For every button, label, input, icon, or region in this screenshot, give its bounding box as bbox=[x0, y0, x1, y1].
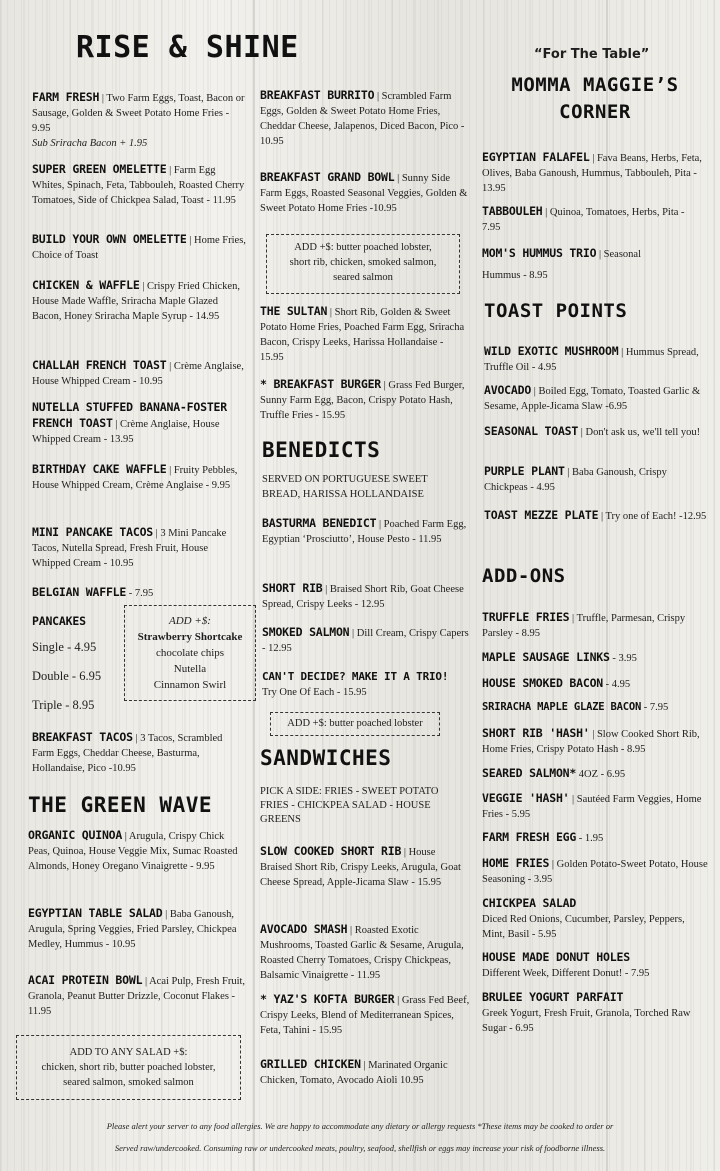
benedicts-note: SERVED ON PORTUGUESE SWEET BREAD, HARISSA HOLLANDAISE bbox=[262, 474, 428, 500]
menu-item-toast-mezze-plate: TOAST MEZZE PLATE | Try one of Each! -12.95 bbox=[484, 508, 707, 522]
menu-item-slow-cooked-short-rib: SLOW COOKED SHORT RIB | House Braised Short Rib, Crispy Leeks, Arugula, Goat Cheese Spread, Apple-Jicama Slaw - 15.95 bbox=[260, 844, 461, 888]
addon-seared-salmon: SEARED SALMON* 4OZ - 6.95 bbox=[482, 766, 626, 780]
menu-item-avocado-smash: AVOCADO SMASH | Roasted Exotic Mushrooms, Toasted Garlic & Sesame, Arugula, Roasted Cherry Tomatoes, Crispy Chickpeas, Balsamic Vinaigrette - 11.95 bbox=[260, 922, 464, 981]
menu-item-pancakes: PANCAKES Single - 4.95 Double - 6.95 Triple - 8.95 bbox=[32, 614, 122, 720]
sandwiches-note: PICK A SIDE: FRIES - SWEET POTATO FRIES - CHICKPEA SALAD - HOUSE GREENS bbox=[260, 786, 439, 825]
section-title-benedicts: BENEDICTS bbox=[262, 438, 381, 462]
salad-addons-box: ADD TO ANY SALAD +$: chicken, short rib, butter poached lobster, seared salmon, smoked salmon bbox=[16, 1035, 241, 1100]
menu-item-breakfast-burrito: BREAKFAST BURRITO | Scrambled Farm Eggs, Golden & Sweet Potato Home Fries, Cheddar Cheese, Jalapenos, Diced Bacon, Pico - 10.95 bbox=[260, 88, 465, 147]
menu-item-breakfast-tacos: BREAKFAST TACOS | 3 Tacos, Scrambled Farm Eggs, Cheddar Cheese, Basturma, Hollandaise, Pico -10.95 bbox=[32, 730, 223, 774]
menu-item-chicken-waffle: CHICKEN & WAFFLE | Crispy Fried Chicken, House Made Waffle, Sriracha Maple Glazed Bacon, Honey Sriracha Maple Syrup - 14.95 bbox=[32, 278, 240, 322]
menu-item-challah-french-toast: CHALLAH FRENCH TOAST | Crème Anglaise, House Whipped Cream - 10.95 bbox=[32, 358, 244, 387]
addon-home-fries: HOME FRIES | Golden Potato-Sweet Potato, House Seasoning - 3.95 bbox=[482, 856, 708, 885]
menu-item-breakfast-burger: * BREAKFAST BURGER | Grass Fed Burger, Sunny Farm Egg, Bacon, Crispy Potato Hash, Truffle Fries - 15.95 bbox=[260, 377, 465, 421]
addon-brulee-yogurt-parfait: BRULEE YOGURT PARFAIT Greek Yogurt, Fresh Fruit, Granola, Torched Raw Sugar - 6.95 bbox=[482, 990, 691, 1034]
addon-truffle-fries: TRUFFLE FRIES | Truffle, Parmesan, Crispy Parsley - 8.95 bbox=[482, 610, 686, 639]
section-title-momma-maggies: MOMMA MAGGIE’S CORNER bbox=[511, 74, 679, 123]
benedict-addon-box: ADD +$: butter poached lobster bbox=[270, 712, 440, 736]
addon-short-rib-hash: SHORT RIB 'HASH' | Slow Cooked Short Rib, Home Fries, Crispy Potato Hash - 8.95 bbox=[482, 726, 700, 755]
menu-item-benedict-trio: CAN'T DECIDE? MAKE IT A TRIO! Try One Of Each - 15.95 bbox=[262, 670, 449, 698]
section-title-add-ons: ADD-ONS bbox=[482, 565, 566, 587]
menu-item-moms-hummus-trio: MOM'S HUMMUS TRIO | Seasonal Hummus - 8.95 bbox=[482, 246, 641, 281]
menu-item-the-sultan: THE SULTAN | Short Rib, Golden & Sweet Potato Home Fries, Poached Farm Egg, Sriracha Bacon, Crispy Leeks, Harissa Hollandaise - 15.95 bbox=[260, 304, 465, 363]
menu-item-organic-quinoa: ORGANIC QUINOA | Arugula, Crispy Chick Peas, Quinoa, House Veggie Mix, Sumac Roasted Almonds, Honey Oregano Vinaigrette - 9.95 bbox=[28, 828, 238, 872]
menu-item-super-green-omelette: SUPER GREEN OMELETTE | Farm Egg Whites, Spinach, Feta, Tabbouleh, Roasted Cherry Tomatoes, Side of Chickpea Salad, Toast - 11.95 bbox=[32, 162, 245, 206]
bowl-addons-box: ADD +$: butter poached lobster, short rib, chicken, smoked salmon, seared salmon bbox=[266, 234, 460, 294]
menu-item-grilled-chicken: GRILLED CHICKEN | Marinated Organic Chicken, Tomato, Avocado Aioli 10.95 bbox=[260, 1057, 448, 1086]
addon-sriracha-maple-bacon: SRIRACHA MAPLE GLAZE BACON - 7.95 bbox=[482, 701, 669, 713]
menu-item-kofta-burger: * YAZ'S KOFTA BURGER | Grass Fed Beef, Crispy Leeks, Blend of Mediterranean Spices, Feta, Tahini - 15.95 bbox=[260, 992, 470, 1036]
pancakes-triple: Triple - 8.95 bbox=[32, 698, 95, 712]
section-title-green-wave: THE GREEN WAVE bbox=[28, 793, 213, 817]
section-title-toast-points: TOAST POINTS bbox=[484, 300, 628, 322]
addon-chickpea-salad: CHICKPEA SALAD Diced Red Onions, Cucumber, Parsley, Peppers, Mint, Basil - 5.95 bbox=[482, 896, 685, 940]
menu-item-mini-pancake-tacos: MINI PANCAKE TACOS | 3 Mini Pancake Tacos, Nutella Spread, Fresh Fruit, House Whipped Cream - 10.95 bbox=[32, 525, 227, 569]
menu-item-smoked-salmon-benedict: SMOKED SALMON | Dill Cream, Crispy Capers - 12.95 bbox=[262, 625, 469, 654]
menu-item-seasonal-toast: SEASONAL TOAST | Don't ask us, we'll tell you! bbox=[484, 424, 701, 438]
menu-item-farm-fresh: FARM FRESH | Two Farm Eggs, Toast, Bacon or Sausage, Golden & Sweet Potato Home Fries - 9.95 Sub Sriracha Bacon + 1.95 bbox=[32, 90, 245, 149]
menu-item-acai-protein-bowl: ACAI PROTEIN BOWL | Acai Pulp, Fresh Fruit, Granola, Peanut Butter Drizzle, Coconut Flakes - 11.95 bbox=[28, 973, 246, 1017]
pancake-addons-box: ADD +$: Strawberry Shortcake chocolate chips Nutella Cinnamon Swirl bbox=[124, 605, 256, 701]
menu-item-breakfast-grand-bowl: BREAKFAST GRAND BOWL | Sunny Side Farm Eggs, Roasted Seasonal Veggies, Golden & Sweet Potato Home Fries -10.95 bbox=[260, 170, 468, 214]
menu-item-basturma-benedict: BASTURMA BENEDICT | Poached Farm Egg, Egyptian ‘Prosciutto’, House Pesto - 11.95 bbox=[262, 516, 467, 545]
allergy-notice-line-1: Please alert your server to any food allergies. We are happy to accommodate any dietary or allergy requests *These items may be cooked to order or bbox=[106, 1121, 614, 1131]
menu-item-egyptian-falafel: EGYPTIAN FALAFEL | Fava Beans, Herbs, Feta, Olives, Baba Ganoush, Hummus, Tabbouleh, Pita - 13.95 bbox=[482, 150, 702, 194]
pancakes-single: Single - 4.95 bbox=[32, 640, 97, 654]
addon-maple-sausage-links: MAPLE SAUSAGE LINKS - 3.95 bbox=[482, 650, 637, 664]
section-title-sandwiches: SANDWICHES bbox=[260, 746, 392, 770]
menu-item-tabbouleh: TABBOULEH | Quinoa, Tomatoes, Herbs, Pita - 7.95 bbox=[482, 204, 685, 233]
menu-item-build-your-own-omelette: BUILD YOUR OWN OMELETTE | Home Fries, Choice of Toast bbox=[32, 232, 246, 261]
addon-farm-fresh-egg: FARM FRESH EGG - 1.95 bbox=[482, 830, 604, 844]
addon-house-smoked-bacon: HOUSE SMOKED BACON - 4.95 bbox=[482, 676, 631, 690]
menu-item-nutella-french-toast: NUTELLA STUFFED BANANA-FOSTER FRENCH TOAST | Crème Anglaise, House Whipped Cream - 13.95 bbox=[32, 400, 227, 445]
menu-item-wild-exotic-mushroom: WILD EXOTIC MUSHROOM | Hummus Spread, Truffle Oil - 4.95 bbox=[484, 344, 699, 373]
menu-item-avocado-toast: AVOCADO | Boiled Egg, Tomato, Toasted Garlic & Sesame, Apple-Jicama Slaw -6.95 bbox=[484, 383, 701, 412]
menu-item-belgian-waffle: BELGIAN WAFFLE - 7.95 bbox=[32, 585, 154, 599]
section-title-rise-shine: RISE & SHINE bbox=[76, 30, 299, 65]
pancakes-double: Double - 6.95 bbox=[32, 669, 102, 683]
menu-item-birthday-cake-waffle: BIRTHDAY CAKE WAFFLE | Fruity Pebbles, House Whipped Cream, Crème Anglaise - 9.95 bbox=[32, 462, 238, 491]
menu-item-egyptian-table-salad: EGYPTIAN TABLE SALAD | Baba Ganoush, Arugula, Spring Veggies, Fried Parsley, Chickpea Medley, Hummus - 10.95 bbox=[28, 906, 237, 950]
for-the-table-label: “For The Table” bbox=[534, 47, 650, 62]
menu-item-purple-plant: PURPLE PLANT | Baba Ganoush, Crispy Chickpeas - 4.95 bbox=[484, 464, 667, 493]
addon-donut-holes: HOUSE MADE DONUT HOLES Different Week, Different Donut! - 7.95 bbox=[482, 950, 650, 979]
allergy-notice-line-2: Served raw/undercooked. Consuming raw or undercooked meats, poultry, seafood, shellfish or eggs may increase your risk of foodborne illness. bbox=[114, 1143, 606, 1153]
addon-veggie-hash: VEGGIE 'HASH' | Sautéed Farm Veggies, Home Fries - 5.95 bbox=[482, 791, 702, 820]
menu-item-short-rib-benedict: SHORT RIB | Braised Short Rib, Goat Cheese Spread, Crispy Leeks - 12.95 bbox=[262, 581, 464, 610]
